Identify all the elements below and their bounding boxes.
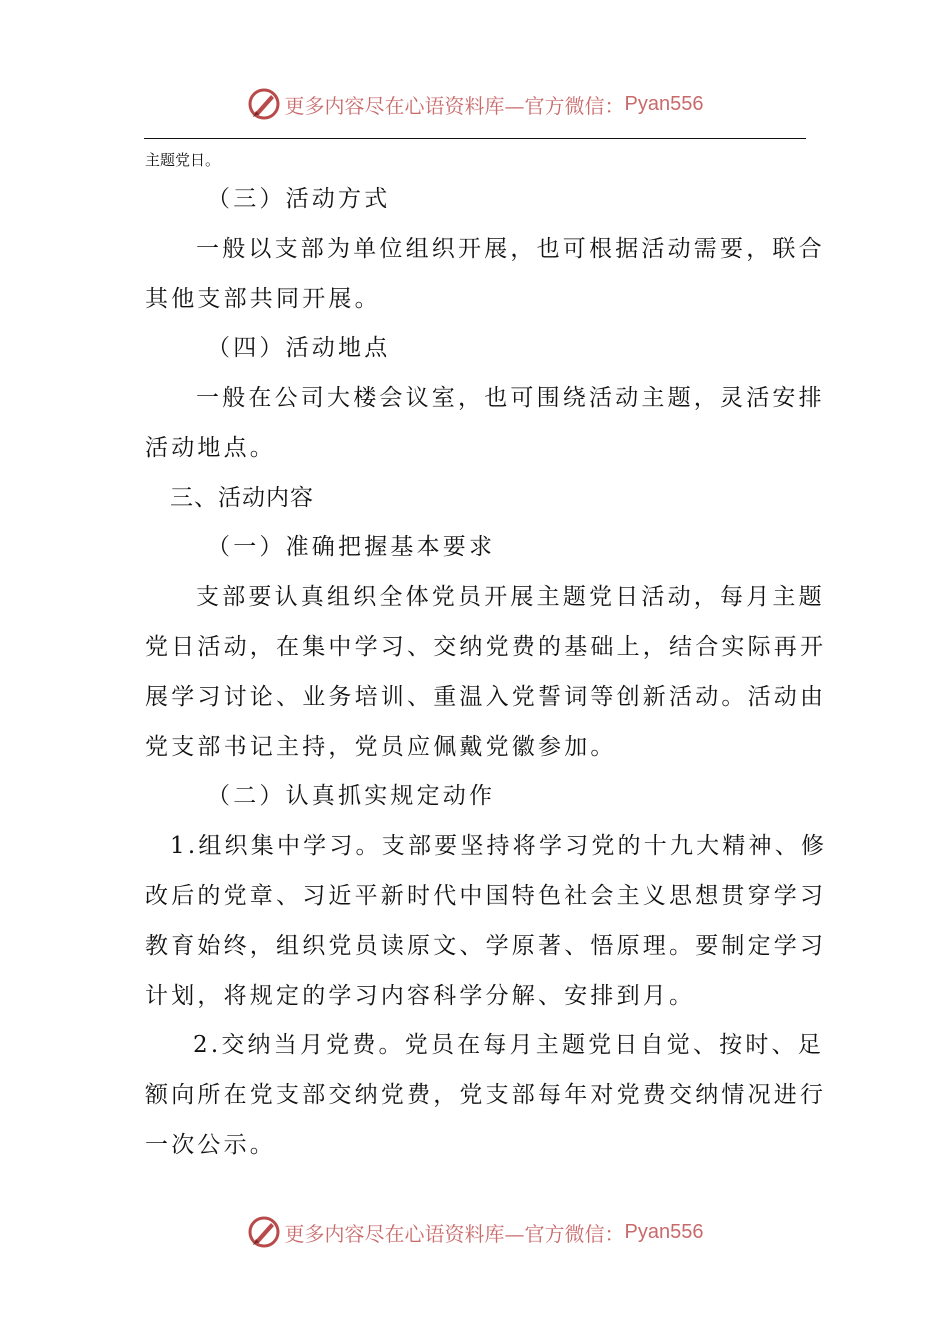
- watermark-text: 更多内容尽在心语资料库—官方微信：: [284, 93, 625, 118]
- paragraph-line: 支部要认真组织全体党员开展主题党日活动，每月主题: [196, 584, 825, 610]
- paragraph-line: 计划，将规定的学习内容科学分解、安排到月。: [145, 983, 696, 1009]
- paragraph-line: 2.交纳当月党费。党员在每月主题党日自觉、按时、足: [193, 1032, 824, 1058]
- pen-logo-icon: [247, 1215, 281, 1249]
- footer-watermark: [0, 1212, 950, 1252]
- paragraph-line: 改后的党章、习近平新时代中国特色社会主义思想贯穿学习: [145, 883, 827, 909]
- header-watermark: [0, 84, 950, 124]
- paragraph-line: 活动地点。: [145, 435, 276, 461]
- section-heading: 三、活动内容: [170, 485, 314, 511]
- header-rule: [144, 138, 806, 139]
- subheading-requirements: （一）准确把握基本要求: [207, 534, 496, 560]
- paragraph-line: 其他支部共同开展。: [145, 286, 381, 312]
- carry-over-text: 主题党日。: [145, 151, 221, 169]
- paragraph-line: 一般以支部为单位组织开展，也可根据活动需要，联合: [196, 236, 825, 262]
- pen-logo-icon: [247, 87, 281, 121]
- watermark-wechat-id: Pyan556: [624, 92, 704, 115]
- paragraph-line: 额向所在党支部交纳党费，党支部每年对党费交纳情况进行: [145, 1082, 827, 1108]
- subheading-method: （三）活动方式: [207, 186, 391, 212]
- paragraph-line: 教育始终，组织党员读原文、学原著、悟原理。要制定学习: [145, 933, 827, 959]
- subheading-location: （四）活动地点: [207, 335, 391, 361]
- paragraph-line: 一般在公司大楼会议室，也可围绕活动主题，灵活安排: [196, 385, 825, 411]
- paragraph-line: 党日活动，在集中学习、交纳党费的基础上，结合实际再开: [145, 634, 827, 660]
- watermark-wechat-id: Pyan556: [624, 1220, 704, 1243]
- paragraph-line: 展学习讨论、业务培训、重温入党誓词等创新活动。活动由: [145, 684, 827, 710]
- paragraph-line: 1.组织集中学习。支部要坚持将学习党的十九大精神、修: [170, 833, 828, 859]
- paragraph-line: 一次公示。: [145, 1132, 276, 1158]
- subheading-actions: （二）认真抓实规定动作: [207, 783, 496, 809]
- paragraph-line: 党支部书记主持，党员应佩戴党徽参加。: [145, 734, 617, 760]
- watermark-text: 更多内容尽在心语资料库—官方微信：: [284, 1221, 625, 1246]
